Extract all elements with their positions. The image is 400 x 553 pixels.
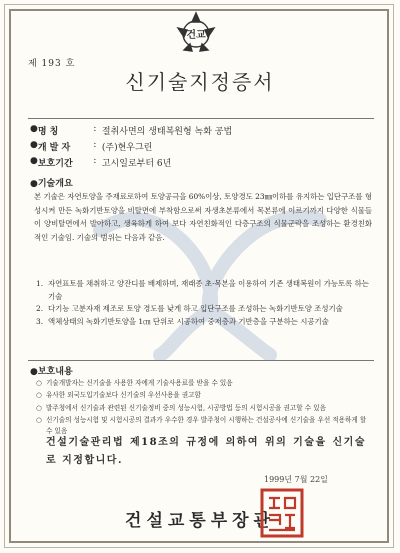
divider-middle (28, 360, 374, 361)
field-developer: ● 개 발 자 : (주)현우그린 (30, 140, 153, 153)
list-item: ○ 기술개발자는 신기술을 사용한 자에게 기술사용료를 받을 수 있음 (36, 379, 233, 387)
emblem-text: 건교 (186, 30, 206, 41)
overview-paragraph: 본 기술은 자연토양을 주재료로하여 토양공극을 60%이상, 토양경도 23㎜이하를 유지하는 입단구조를 형성시켜 만든 녹화기반토양을 비탈면에 부착함으로써 자생초본류에서 목본류에 이르기까지 다양한 식물들이 양비탈면에서 발아하고, 생육하게 하여 보다 자연친화적인 다층구조의 식물군락을 조성하는 환경친화적인 기술임. 기술의 범위는 다음과 같음. (34, 192, 372, 242)
list-item: ○ 신기술의 성능시험 및 시험시공의 결과가 우수한 경우 발주청이 시행하는 건설공사에 신기술을 우선 적용하게 할 수 있음 (36, 415, 367, 436)
certificate-title: 신기술지정증서 (125, 70, 275, 94)
protection-heading: ●보호내용 (30, 367, 73, 377)
list-item: 3. 액체상태의 녹화기반토양을 1㎝ 단위로 시공하여 중저층과 기반층을 구분하는 시공기술 (36, 316, 329, 326)
designation-statement: 건설기술관리법 제18조의 규정에 의하여 위의 기술을 신기술로 지정합니다. (46, 437, 366, 466)
issue-date: 1999년 7월 22일 (264, 475, 328, 484)
list-item: 1. 자연표토를 채취하고 양잔디를 배제하며, 재래종 초·목본을 이용하여 기존 생태복원이 가능토록 하는 기술 (36, 279, 369, 301)
field-protection-period: ● 보호기간 : 고시일로부터 6년 (30, 156, 172, 169)
overview-heading: ●기술개요 (30, 179, 73, 189)
overview-list (36, 278, 372, 328)
official-seal-icon (260, 488, 304, 538)
ministry-emblem-icon (172, 8, 220, 56)
divider-top (28, 118, 374, 119)
list-item: ○ 유사한 외국도입기술보다 신기술의 우선사용을 권고함 (36, 391, 201, 400)
protection-list (36, 378, 372, 438)
list-item: ○ 발주청에서 신기술과 관련된 신기술정비 중의 성능시험, 시공방법 등의 시험시공을 권고할 수 있음 (36, 403, 326, 412)
field-name: ● 명 칭 : 절취사면의 생태복원형 녹화 공법 (30, 124, 233, 137)
issuer-name: 건설교통부장관 (125, 511, 275, 531)
list-item: 2. 다기능 고분자재 제조로 토양 경도를 낮게 하고 입단구조를 조성하는 녹화기반토양 조성기술 (36, 304, 343, 314)
document-number: 제 193 호 (28, 59, 76, 69)
